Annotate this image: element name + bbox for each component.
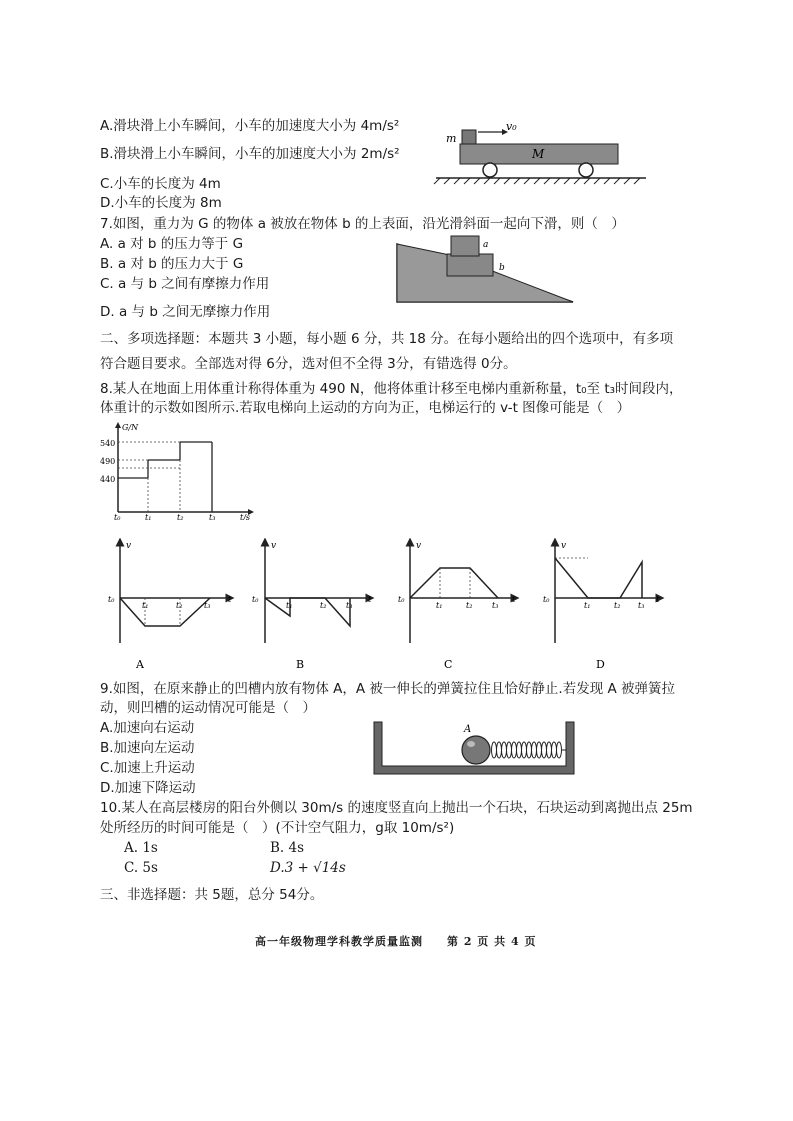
vt-b-t1: t₁	[286, 601, 293, 610]
q10-stem-line2: 处所经历的时间可能是（ ）(不计空气阻力，g取 10m/s²)	[100, 820, 455, 836]
vt-c-t1: t₁	[436, 601, 443, 610]
q7-option-a: A. a 对 b 的压力等于 G	[100, 236, 244, 252]
xtick-t3: t₃	[209, 513, 216, 520]
q9-option-d: D.加速下降运动	[100, 780, 196, 796]
q8-stem-line1: 8.某人在地面上用体重计称得体重为 490 N，他将体重计移至电梯内重新称量，t₀至 t₃时间段内，	[100, 381, 683, 397]
incline-figure	[395, 232, 577, 304]
vt-c-option-label: C	[444, 658, 453, 671]
vt-graph-d	[543, 541, 660, 671]
section2-heading-line1: 二、多项选择题：本题共 3 小题，每小题 6 分，共 18 分。在每小题给出的四个选项中，有多项	[100, 331, 674, 347]
vt-b-t0: t₀	[252, 595, 259, 604]
vt-c-vlabel: v	[416, 541, 422, 551]
vt-b-tlabel: t	[368, 595, 372, 604]
graph-xlabel: t/s	[240, 513, 251, 520]
groove-spring-figure	[372, 720, 577, 776]
vt-d-t2: t₂	[614, 601, 621, 610]
mass-m-label: m	[446, 132, 457, 145]
vt-d-t3: t₃	[638, 601, 645, 610]
q10-option-c: C. 5s	[124, 860, 158, 876]
q9-option-b: B.加速向左运动	[100, 740, 195, 756]
vt-c-t2: t₂	[466, 601, 473, 610]
q10-stem-line1: 10.某人在高层楼房的阳台外侧以 30m/s 的速度竖直向上抛出一个石块，石块运动到离抛出点 25m	[100, 800, 693, 816]
xtick-t0: t₀	[114, 513, 121, 520]
xtick-t2: t₂	[177, 513, 184, 520]
vt-c-tlabel: t	[512, 595, 516, 604]
vt-b-t3: t₃	[346, 601, 353, 610]
vt-c-t0: t₀	[398, 595, 405, 604]
vt-b-vlabel: v	[271, 541, 277, 551]
q7-option-b: B. a 对 b 的压力大于 G	[100, 256, 244, 272]
v0-label: v₀	[506, 120, 517, 133]
vt-graph-b	[252, 541, 372, 671]
q10-option-b: B. 4s	[270, 840, 305, 856]
section2-heading-line2: 符合题目要求。全部选对得 6分，选对但不全得 3分，有错选得 0分。	[100, 356, 517, 372]
block-b-label: b	[499, 263, 505, 273]
q6-option-c: C.小车的长度为 4m	[100, 176, 221, 192]
block-cart-figure	[432, 120, 652, 190]
q9-stem-line2: 动，则凹槽的运动情况可能是（ ）	[100, 700, 316, 716]
vt-graph-a	[108, 541, 232, 671]
vt-c-t3: t₃	[492, 601, 499, 610]
q9-option-c: C.加速上升运动	[100, 760, 195, 776]
ytick-440: 440	[100, 475, 116, 484]
vt-graph-options	[100, 538, 720, 673]
q7-option-c: C. a 与 b 之间有摩擦力作用	[100, 276, 270, 292]
q9-option-a: A.加速向右运动	[100, 720, 195, 736]
q9-stem-line1: 9.如图，在原来静止的凹槽内放有物体 A，A 被一伸长的弹簧拉住且恰好静止.若发现 A 被弹簧拉	[100, 681, 676, 697]
vt-d-option-label: D	[596, 658, 605, 671]
ytick-490: 490	[100, 457, 116, 466]
section3-heading: 三、非选择题：共 5题，总分 54分。	[100, 887, 324, 903]
vt-a-vlabel: v	[126, 541, 132, 551]
q6-option-a: A.滑块滑上小车瞬间，小车的加速度大小为 4m/s²	[100, 118, 400, 134]
vt-d-tlabel: t	[656, 595, 660, 604]
graph-ylabel: G/N	[122, 423, 139, 432]
vt-d-vlabel: v	[561, 541, 567, 551]
q6-option-d: D.小车的长度为 8m	[100, 195, 222, 211]
q10-option-d: D.3 + √14s	[270, 860, 346, 876]
vt-a-t2: t₂	[176, 601, 183, 610]
vt-d-t0: t₀	[543, 595, 550, 604]
vt-b-option-label: B	[296, 658, 305, 671]
q7-option-d: D. a 与 b 之间无摩擦力作用	[100, 304, 271, 320]
vt-a-t0: t₀	[108, 595, 115, 604]
q7-stem: 7.如图，重力为 G 的物体 a 被放在物体 b 的上表面，沿光滑斜面一起向下滑，则（ ）	[100, 216, 625, 232]
vt-graph-c	[398, 541, 516, 671]
vt-a-option-label: A	[136, 658, 144, 671]
q10-option-a: A. 1s	[124, 840, 158, 856]
vt-b-t2: t₂	[320, 601, 327, 610]
mass-M-label: M	[532, 147, 545, 161]
xtick-t1: t₁	[145, 513, 152, 520]
vt-a-t1: t₁	[142, 601, 149, 610]
vt-a-t3: t₃	[204, 601, 211, 610]
page-footer: 高一年级物理学科教学质量监测 第 2 页 共 4 页	[255, 935, 537, 948]
q6-option-b: B.滑块滑上小车瞬间，小车的加速度大小为 2m/s²	[100, 146, 400, 162]
ytick-540: 540	[100, 439, 116, 448]
scale-reading-graph	[100, 420, 265, 520]
q8-stem-line2: 体重计的示数如图所示.若取电梯向上运动的方向为正，电梯运行的 v-t 图像可能是（ ）	[100, 400, 631, 416]
vt-d-t1: t₁	[584, 601, 591, 610]
block-a-label: a	[483, 240, 489, 250]
object-a-label: A	[464, 724, 472, 735]
vt-a-tlabel: t	[228, 595, 232, 604]
